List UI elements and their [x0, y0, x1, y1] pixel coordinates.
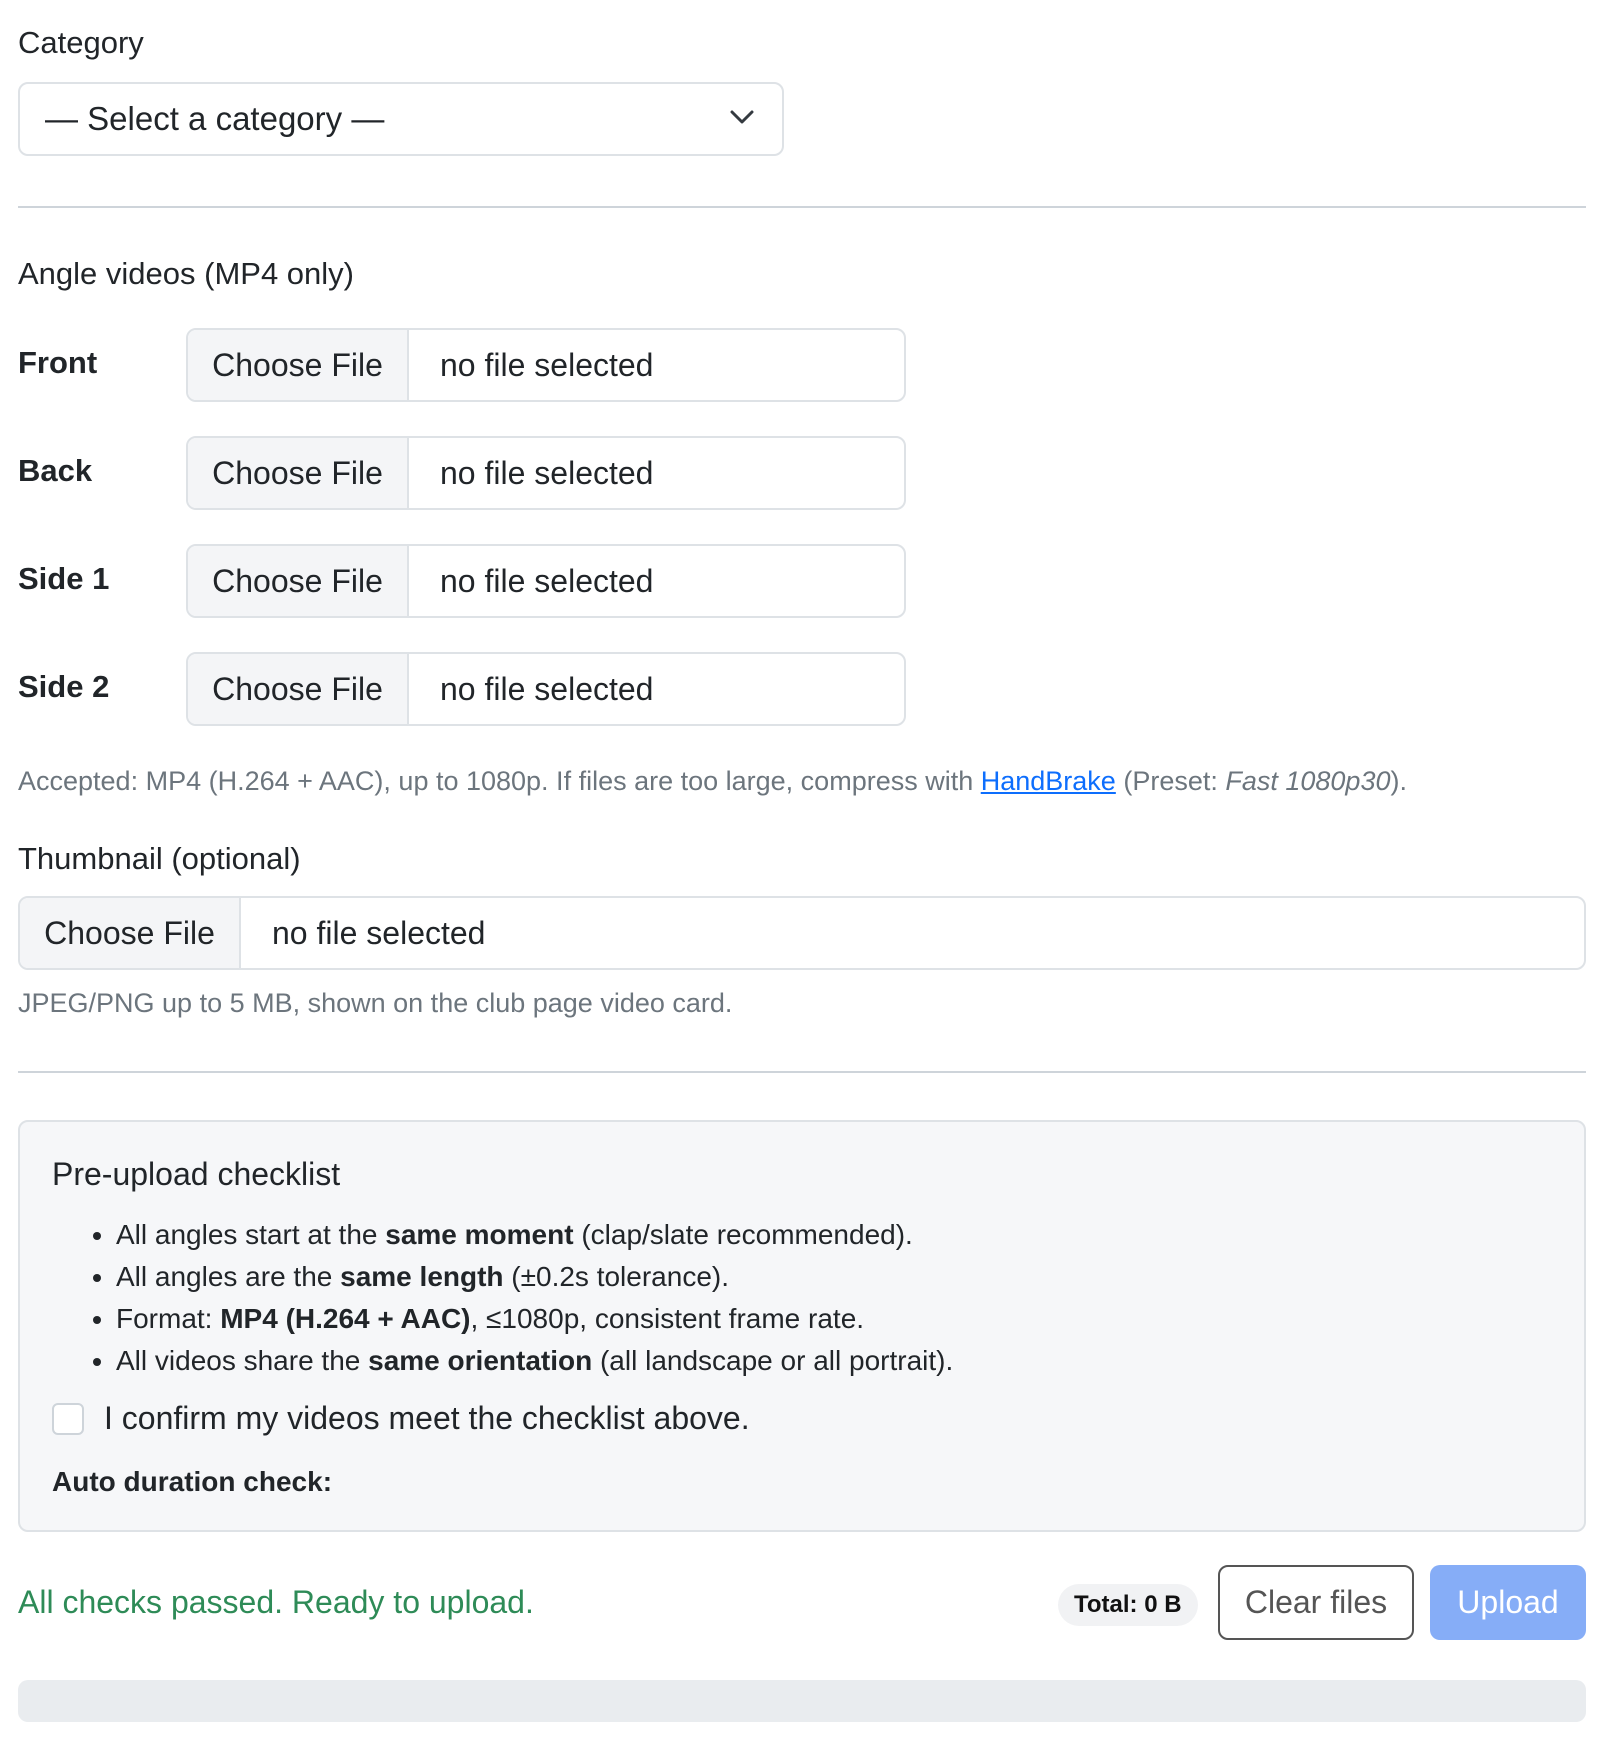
help-text-suffix: ).	[1390, 766, 1407, 796]
file-name-text: no file selected	[440, 454, 654, 491]
checklist-item-text: All videos share the	[116, 1345, 369, 1376]
handbrake-link[interactable]: HandBrake	[980, 766, 1116, 796]
confirm-checkbox[interactable]	[52, 1403, 84, 1435]
choose-file-button[interactable]: Choose File	[188, 546, 409, 616]
checklist-item-text: All angles are the	[116, 1261, 341, 1292]
checklist-item-text: , ≤1080p, consistent frame rate.	[470, 1303, 865, 1334]
chevron-down-icon	[730, 110, 754, 124]
help-text-prefix: Accepted: MP4 (H.264 + AAC), up to 1080p. If files are too large, compress with	[18, 766, 981, 796]
file-input-side-2[interactable]	[186, 652, 906, 726]
help-text-mid: (Preset:	[1115, 766, 1226, 796]
checklist-item-text: (±0.2s tolerance).	[503, 1261, 729, 1292]
file-name-text: no file selected	[272, 914, 486, 951]
angle-label-front: Front	[18, 345, 98, 380]
angle-videos-title: Angle videos (MP4 only)	[18, 256, 354, 291]
file-input-thumbnail[interactable]	[18, 896, 1586, 970]
file-input-back[interactable]	[186, 436, 906, 510]
category-label: Category	[18, 25, 144, 60]
total-size-badge: Total: 0 B	[1058, 1584, 1198, 1626]
choose-file-button[interactable]: Choose File	[188, 654, 409, 724]
angle-label-side-2: Side 2	[18, 669, 110, 704]
checklist-item	[116, 1298, 953, 1340]
file-name-text: no file selected	[440, 346, 654, 383]
upload-button[interactable]: Upload	[1430, 1565, 1586, 1640]
choose-file-button[interactable]: Choose File	[20, 898, 241, 968]
angle-label-side-1: Side 1	[18, 561, 110, 596]
checklist-item	[116, 1256, 953, 1298]
upload-progress-bar	[18, 1680, 1586, 1722]
thumbnail-help: JPEG/PNG up to 5 MB, shown on the club page video card.	[18, 988, 733, 1018]
angle-label-back: Back	[18, 453, 93, 488]
file-input-side-1[interactable]	[186, 544, 906, 618]
category-select[interactable]	[18, 82, 784, 156]
checklist-item-emphasis: same moment	[385, 1219, 574, 1250]
checklist-item-emphasis: same orientation	[368, 1345, 593, 1376]
checklist-item	[116, 1214, 953, 1256]
checklist-item	[116, 1340, 953, 1382]
confirm-checkbox-label[interactable]: I confirm my videos meet the checklist above.	[104, 1400, 750, 1436]
checklist-title: Pre-upload checklist	[52, 1156, 341, 1192]
choose-file-button[interactable]: Choose File	[188, 330, 409, 400]
clear-files-button[interactable]: Clear files	[1218, 1565, 1414, 1640]
checklist-item-text: All angles start at the	[116, 1219, 386, 1250]
pre-upload-checklist-card	[18, 1120, 1586, 1532]
angle-videos-help	[18, 766, 1407, 797]
category-selected-value: — Select a category —	[45, 100, 385, 137]
checklist-item-text: Format:	[116, 1303, 221, 1334]
file-name-text: no file selected	[440, 562, 654, 599]
checklist-item-emphasis: same length	[340, 1261, 504, 1292]
help-preset: Fast 1080p30	[1225, 766, 1391, 796]
checklist-item-text: (all landscape or all portrait).	[592, 1345, 954, 1376]
checklist-item-emphasis: MP4 (H.264 + AAC)	[220, 1303, 471, 1334]
auto-duration-check-label: Auto duration check:	[52, 1466, 333, 1497]
thumbnail-label: Thumbnail (optional)	[18, 841, 301, 876]
checklist-list	[52, 1214, 953, 1382]
divider	[18, 206, 1586, 208]
file-name-text: no file selected	[440, 670, 654, 707]
confirm-checkbox-row[interactable]	[52, 1400, 750, 1437]
checklist-item-text: (clap/slate recommended).	[573, 1219, 913, 1250]
status-message: All checks passed. Ready to upload.	[18, 1584, 534, 1620]
divider	[18, 1071, 1586, 1073]
file-input-front[interactable]	[186, 328, 906, 402]
choose-file-button[interactable]: Choose File	[188, 438, 409, 508]
